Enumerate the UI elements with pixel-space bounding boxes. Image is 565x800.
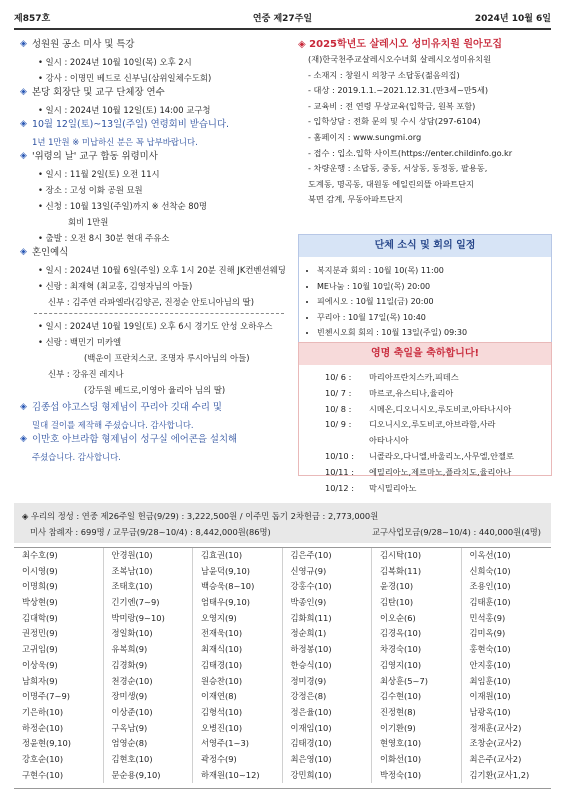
donor-cell: 신희숙(10) (469, 565, 511, 576)
nameday-row (325, 481, 551, 497)
announcement-detail: • 신청 : 10월 13일(주일)까지 ※ 선착순 80명 (38, 201, 208, 211)
kindergarten-line: 북면 감계, 무동아파트단지 (308, 194, 403, 205)
nameday-date: 10/ 8 : (325, 403, 352, 414)
nameday-date: 10/11 : (325, 466, 354, 477)
donor-cell: 곽정수(9) (193, 752, 283, 768)
wedding-detail: • 신랑 : 최재혁 (최교홍, 김영자님의 아들) (38, 281, 193, 291)
nameday-names: 마르코,유스티나,율리아 (369, 387, 454, 398)
offering-attendance: 미사 참례자 : 699명 / 교무금(9/28~10/4) : 8,442,000원(86명) (30, 527, 271, 537)
namedays-box (298, 342, 552, 493)
bulletin-header (14, 6, 551, 30)
donor-cell: 정순희(1) (283, 626, 373, 642)
kindergarten-line: (재)한국천주교살레시오수녀회 살레시오성미유치원 (308, 54, 491, 64)
donor-cell: 강민희(10) (283, 768, 373, 784)
diamond-icon: ◈ (20, 247, 27, 257)
kindergarten-line: - 접수 : 입소.입학 사이트(https://enter.childinfo.go.kr (308, 147, 513, 158)
donor-cell: 김영지(10) (372, 658, 462, 674)
donor-cell: 홍현숙(10) (469, 644, 511, 655)
announcement-6 (20, 401, 290, 414)
nameday-date: 10/ 6 : (325, 372, 352, 382)
donor-cell: 신영규(9) (283, 564, 373, 580)
meeting-item: • 복지분과 회의 : 10월 10(목) 11:00 (317, 263, 551, 279)
donor-cell: 김대학(9) (14, 611, 104, 627)
donor-cell: 이오순(6) (372, 611, 462, 627)
announcement-4 (20, 150, 290, 163)
meeting-item: • 빈첸시오회 회의 : 10월 13일(주일) 09:30 (317, 325, 551, 341)
kindergarten-line: - 대상 : 2019.1.1.~2021.12.31.(만3세~만5세) (308, 85, 489, 96)
announcement-title: 성원원 공소 미사 및 특강 (32, 39, 135, 50)
nameday-names: 시메온,디오니시오,루도비코,아타나시아 (369, 403, 512, 414)
donor-cell: 최상훈(5~7) (372, 674, 462, 690)
announcements-column (20, 38, 290, 465)
nameday-row (325, 402, 551, 418)
meetings-box (298, 234, 552, 348)
donor-cell: 구현수(10) (14, 768, 104, 784)
donor-cell: 강홍수(10) (283, 579, 373, 595)
donor-cell: 정은율(10) (283, 705, 373, 721)
donor-cell: 문순용(9,10) (104, 768, 194, 784)
kindergarten-line: - 교육비 : 전 연령 무상교육(입학금, 원복 포함) (308, 100, 476, 111)
donor-cell: 이화선(10) (372, 752, 462, 768)
donor-cell: 엄태우(9,10) (193, 595, 283, 611)
donor-cell: 강호순(10) (14, 752, 104, 768)
donor-cell: 김은주(10) (283, 548, 373, 564)
nameday-names: 마리아프란치스카,피데스 (369, 372, 459, 382)
nameday-names: 니콜라오,다니엘,바울리노,사무엘,안젤로 (369, 450, 514, 461)
donor-cell: 박미랑(9~10) (104, 611, 194, 627)
wedding-detail: (강두원 베드로,이영아 율리아 님의 딸) (84, 385, 226, 395)
nameday-date: 10/ 9 : (325, 419, 352, 430)
donor-cell: 장미생(9) (104, 689, 194, 705)
donor-cell: 진정현(8) (372, 705, 462, 721)
meeting-item: • 피에시오 : 10월 11일(금) 20:00 (317, 294, 551, 310)
donor-cell: 이재임(10) (283, 721, 373, 737)
donor-cell: 이명주(7~9) (14, 689, 104, 705)
donor-cell: 김태경(10) (193, 658, 283, 674)
donor-cell: 박종인(9) (283, 595, 373, 611)
diamond-icon: ◈ (20, 39, 27, 49)
donor-cell: 김화희(11) (283, 611, 373, 627)
nameday-row (325, 386, 551, 402)
offering-diocese: 교구사업모금(9/28~10/4) : 440,000원(4명) (372, 527, 541, 537)
nameday-row (325, 465, 551, 481)
donor-cell: 이옥선(10) (469, 550, 511, 560)
donor-cell: 이명희(9) (14, 579, 104, 595)
announcement-3 (20, 118, 290, 131)
announcement-detail: • 일시 : 11월 2일(토) 오전 11시 (38, 169, 160, 179)
donor-cell: 하정순(10) (14, 721, 104, 737)
donor-cell: 차경숙(10) (372, 642, 462, 658)
donor-cell: 이기환(9) (372, 721, 462, 737)
nameday-row (325, 370, 551, 386)
announcement-title: 10월 12일(토)~13일(주일) 연령회비 받습니다. (32, 119, 229, 130)
donor-cell: 조태호(10) (104, 579, 194, 595)
donor-cell: 김기환(교사1,2) (469, 769, 530, 780)
donor-cell: 오영지(9) (193, 611, 283, 627)
donor-table (14, 547, 551, 789)
donor-cell: 김미옥(9) (469, 628, 506, 639)
wedding-detail: • 신랑 : 백민기 미카엘 (38, 337, 122, 347)
announcement-detail: • 일시 : 2024년 10월 10일(목) 오후 2시 (38, 57, 192, 67)
donor-cell: 김효권(10) (193, 548, 283, 564)
announcement-title: '위령의 날' 교구 합동 위령미사 (32, 151, 158, 162)
donor-cell: 강정은(8) (283, 689, 373, 705)
donor-cell: 기은하(10) (14, 705, 104, 721)
donor-cell: 엄영순(8) (104, 736, 194, 752)
donor-cell: 최임훈(10) (469, 675, 511, 686)
donor-cell: 백승욱(8~10) (193, 579, 283, 595)
donor-cell: 전재욱(10) (193, 626, 283, 642)
donor-cell: 현영호(10) (372, 736, 462, 752)
kindergarten-line: - 소재지 : 창원시 의창구 소답동(젊음의집) (308, 69, 460, 80)
announcement-detail: 회비 1만원 (68, 217, 109, 227)
meeting-item: • 꾸리아 : 10월 17일(목) 10:40 (317, 310, 551, 326)
announcement-title: 혼인예식 (32, 247, 69, 258)
donor-cell: 최수호(9) (14, 548, 104, 564)
donor-cell: 정일화(10) (104, 626, 194, 642)
donor-cell: 안경원(10) (104, 548, 194, 564)
announcement-2 (20, 86, 290, 99)
nameday-names: 아타나시아 (369, 435, 409, 446)
nameday-row (325, 449, 551, 465)
diamond-icon: ◈ (298, 39, 310, 50)
nameday-names: 디오니시오,루도비코,아브라함,사라 (369, 419, 496, 430)
issue-date: 2024년 10월 6일 (474, 13, 551, 24)
donor-cell: 김경옥(10) (372, 626, 462, 642)
donor-cell: 김형석(10) (193, 705, 283, 721)
donor-cell: 권정민(9) (14, 626, 104, 642)
donor-cell: 천경순(10) (104, 674, 194, 690)
offering-line-2 (14, 524, 551, 540)
announcement-detail: 주셨습니다. 감사합니다. (32, 452, 121, 462)
announcement-5 (20, 246, 290, 259)
donor-cell: 이상욱(9) (14, 658, 104, 674)
donor-cell: 원승찬(10) (193, 674, 283, 690)
nameday-row (325, 433, 551, 449)
announcement-detail: • 강사 : 이명민 베드로 신부님(삼위일체수도회) (38, 73, 212, 83)
nameday-date (325, 433, 369, 449)
wedding-detail: 신부 : 강유진 레지나 (48, 369, 124, 379)
donor-cell: 남윤덕(9,10) (193, 564, 283, 580)
donor-cell: 하재원(10~12) (193, 768, 283, 784)
nameday-names: 막시밀리아노 (369, 482, 417, 493)
donor-cell: 조복남(10) (104, 564, 194, 580)
announcement-7 (20, 433, 290, 446)
donor-cell: 민석홍(9) (469, 612, 506, 623)
diamond-icon: ◈ (20, 87, 27, 97)
issue-number: 제857호 (14, 13, 51, 24)
donor-cell: 오병진(10) (193, 721, 283, 737)
diamond-icon: ◈ (20, 119, 27, 129)
diamond-icon: ◈ (20, 434, 27, 444)
announcement-1 (20, 38, 290, 51)
donor-cell: 최은주(교사2) (469, 753, 522, 764)
kindergarten-title-text: 2025학년도 살레시오 성미유치원 원아모집 (309, 39, 503, 50)
announcement-detail: • 일시 : 2024년 10월 12일(토) 14:00 교구청 (38, 105, 211, 115)
donor-cell: 남희자(9) (14, 674, 104, 690)
meetings-title: 단체 소식 및 회의 일정 (299, 235, 551, 257)
wedding-detail: 신부 : 김주연 라파엘라(김양곤, 진정순 안토니아님의 딸) (48, 297, 254, 307)
donor-cell: 이시영(9) (14, 564, 104, 580)
donor-cell: 김수현(10) (372, 689, 462, 705)
diamond-icon: ◈ (20, 402, 27, 412)
wedding-detail: (백운이 프란치스코. 조명자 루시아님의 아들) (84, 353, 250, 363)
announcement-title: 본당 회장단 및 교구 단체장 연수 (32, 87, 165, 98)
donor-cell: 유복희(9) (104, 642, 194, 658)
announcement-detail: 1년 1만원 ※ 미납하신 분은 꼭 납부바랍니다. (32, 137, 198, 147)
announcement-title: 이만호 아브라함 형제님이 성구실 에어콘을 설치해 (32, 434, 238, 445)
kindergarten-line: - 차량운행 : 소답동, 중동, 서상동, 동정동, 팔용동, (308, 163, 488, 174)
wedding-detail: • 일시 : 2024년 10월 6일(주일) 오후 1시 20분 진해 JK컨벤션웨딩 (38, 265, 286, 275)
announcement-detail: • 출발 : 오전 8시 30분 현대 주유소 (38, 233, 170, 243)
donor-cell: 이재원(10) (469, 691, 511, 702)
wedding-detail: • 일시 : 2024년 10월 19일(토) 오후 6시 경기도 안성 오하우스 (38, 321, 273, 331)
kindergarten-section (298, 38, 550, 208)
donor-cell: 최은영(10) (283, 752, 373, 768)
donor-cell: 김시탁(10) (372, 548, 462, 564)
offering-line-1: ◈ 우리의 정성 : 연중 제26주일 헌금(9/29) : 3,222,500원 / 이주민 돕기 2차헌금 : 2,773,000원 (22, 511, 379, 521)
donor-cell: 박정숙(10) (372, 768, 462, 784)
donor-cell: 김태경(10) (283, 736, 373, 752)
donor-cell: 김탄(10) (372, 595, 462, 611)
donor-cell: 최재식(10) (193, 642, 283, 658)
donor-cell: 한승식(10) (283, 658, 373, 674)
nameday-row (325, 417, 551, 433)
donor-cell: 정윤현(9,10) (14, 736, 104, 752)
donor-cell: 박상현(9) (14, 595, 104, 611)
nameday-date: 10/10 : (325, 450, 354, 461)
kindergarten-title (298, 38, 550, 52)
nameday-date: 10/ 7 : (325, 387, 352, 398)
kindergarten-details (298, 52, 550, 208)
donor-cell: 조창순(교사2) (469, 738, 522, 749)
donor-cell: 안지홍(10) (469, 659, 511, 670)
liturgical-week: 연중 제27주일 (252, 13, 313, 24)
divider (34, 313, 284, 314)
donor-cell: 조용인(10) (469, 581, 511, 592)
meetings-list (299, 263, 551, 341)
donor-cell: 하정봉(10) (283, 642, 373, 658)
donor-cell: 김현호(10) (104, 752, 194, 768)
announcement-detail: • 장소 : 고성 이화 공원 묘원 (38, 185, 143, 195)
donor-cell: 남광옥(10) (469, 706, 511, 717)
namedays-list (299, 365, 551, 496)
diamond-icon: ◈ (20, 151, 27, 161)
namedays-title: 영명 축일을 축하합니다! (299, 343, 551, 365)
donor-cell: 정재훈(교사2) (469, 722, 522, 733)
kindergarten-line: 도계동, 명곡동, 대원동 에일린의뜰 아파트단지 (308, 178, 474, 189)
donor-cell: 이재연(8) (193, 689, 283, 705)
offering-summary (14, 503, 551, 543)
announcement-detail: 밀대 걸이를 제작해 주셨습니다. 감사합니다. (32, 420, 194, 430)
donor-cell: 구옥남(9) (104, 721, 194, 737)
donor-cell: 긴기엔(7~9) (104, 595, 194, 611)
announcement-title: 김종섭 야고스딩 형제님이 꾸리아 깃대 수리 및 (32, 402, 222, 413)
donor-cell: 윤경(10) (372, 579, 462, 595)
donor-cell: 김복화(11) (372, 564, 462, 580)
donor-cell: 정미경(9) (283, 674, 373, 690)
nameday-names: 에밀리아노,제르마노,플라치도,율리아나 (369, 466, 512, 477)
nameday-date: 10/12 : (325, 482, 354, 493)
donor-cell: 고귀임(9) (14, 642, 104, 658)
donor-cell: 김태훈(10) (469, 597, 511, 608)
kindergarten-line: - 입학상담 : 전화 문의 및 수시 상담(297-6104) (308, 116, 481, 127)
meeting-item: • ME나눔 : 10월 10일(목) 20:00 (317, 279, 551, 295)
donor-cell: 김경화(9) (104, 658, 194, 674)
donor-cell: 이상준(10) (104, 705, 194, 721)
donor-cell: 서영주(1~3) (193, 736, 283, 752)
kindergarten-line: - 홈페이지 : www.sungmi.org (308, 131, 422, 142)
